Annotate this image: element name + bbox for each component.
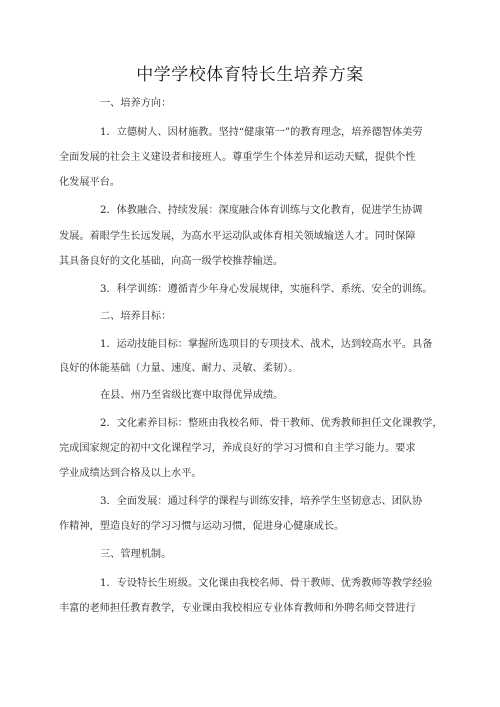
paragraph-line: 2．文化素养目标：整班由我校名师、骨干教师、优秀教师担任文化课教学， — [100, 418, 443, 429]
paragraph-line: 发展。着眼学生长远发展，为高水平运动队或体育相关领域输送人才。同时保障 — [59, 231, 416, 242]
paragraph-line: 1．运动技能目标：掌握所选项目的专项技术、战术，达到较高水平。具备 — [100, 339, 433, 350]
paragraph-line: 3．全面发展：通过科学的课程与训练安排，培养学生坚韧意志、团队协 — [100, 496, 423, 507]
paragraph-line: 化发展平台。 — [59, 177, 121, 188]
paragraph-line: 良好的体能基础（力量、速度、耐力、灵敏、柔韧）。 — [59, 363, 299, 374]
paragraph-line: 2．体教融合、持续发展：深度融合体育训练与文化教育，促进学生协调 — [100, 205, 423, 216]
paragraph-line: 学业成绩达到合格及以上水平。 — [59, 468, 202, 479]
paragraph-line: 在县、州乃至省级比赛中取得优异成绩。 — [100, 390, 284, 401]
paragraph-line: 作精神，塑造良好的学习习惯与运动习惯，促进身心健康成长。 — [59, 521, 345, 532]
section-heading-goals: 二、培养目标： — [100, 311, 172, 322]
section-heading-direction: 一、培养方向： — [100, 98, 172, 109]
paragraph-line: 1．专设特长生班级。文化课由我校名师、骨干教师、优秀教师等教学经验 — [100, 578, 433, 589]
paragraph-line: 全面发展的社会主义建设者和接班人。尊重学生个体差异和运动天赋，提供个性 — [59, 152, 416, 163]
document-title: 中学学校体育特长生培养方案 — [136, 65, 364, 85]
paragraph-line: 完成国家规定的初中文化课程学习，养成良好的学习习惯和自主学习能力。要求 — [59, 443, 416, 454]
section-heading-management: 三、管理机制。 — [100, 549, 172, 560]
paragraph-line: 其具备良好的文化基础，向高一级学校推荐输送。 — [59, 256, 284, 267]
paragraph-line: 1．立德树人、因材施教。坚持“健康第一”的教育理念，培养德智体美劳 — [100, 127, 423, 138]
paragraph-line: 3．科学训练：遵循青少年身心发展规律，实施科学、系统、安全的训练。 — [100, 284, 433, 295]
paragraph-line: 丰富的老师担任教育教学，专业课由我校相应专业体育教师和外聘名师交替进行 — [59, 603, 416, 614]
